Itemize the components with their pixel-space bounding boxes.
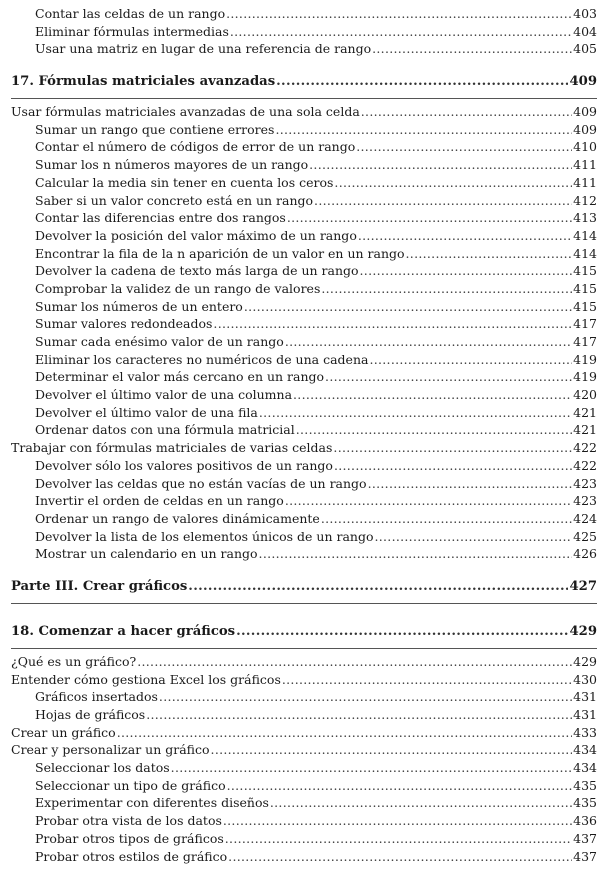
dot-leader: [226, 5, 572, 23]
toc-page-number: 435: [573, 777, 597, 793]
toc-subsection[interactable]: [11, 280, 597, 298]
toc-entry-title: Seleccionar un tipo de gráfico: [35, 777, 226, 793]
toc-entry-title: Gráficos insertados: [35, 689, 158, 705]
toc-entry-title: Ordenar un rango de valores dinámicamente: [35, 510, 320, 526]
dot-leader: [211, 741, 573, 759]
toc-subsection[interactable]: [11, 245, 597, 263]
toc-page-number: 415: [573, 280, 597, 296]
toc-page-number: 425: [573, 528, 597, 544]
toc-page-number: 410: [573, 139, 597, 155]
toc-subsection[interactable]: [11, 40, 597, 58]
toc-section[interactable]: [11, 741, 597, 759]
toc-page-number: 409: [569, 74, 597, 90]
toc-entry-title: Usar fórmulas matriciales avanzadas de una sola celda: [11, 104, 360, 120]
toc-entry-title: Saber si un valor concreto está en un rango: [35, 192, 314, 208]
toc-subsection[interactable]: [11, 5, 597, 23]
toc-page-number: 412: [573, 192, 597, 208]
dot-leader: [270, 794, 572, 812]
toc-entry-title: Comprobar la validez de un rango de valores: [35, 280, 321, 296]
toc-page-number: 423: [573, 475, 597, 491]
dot-leader: [369, 351, 572, 369]
toc-subsection[interactable]: [11, 23, 597, 41]
dot-leader: [285, 492, 572, 510]
dot-leader: [223, 812, 572, 830]
dot-leader: [275, 121, 572, 139]
toc-page-number: 421: [573, 404, 597, 420]
toc-subsection[interactable]: [11, 777, 597, 795]
dot-leader: [171, 759, 572, 777]
toc-page-number: 420: [573, 387, 597, 403]
toc-subsection[interactable]: [11, 351, 597, 369]
toc-subsection[interactable]: [11, 510, 597, 528]
toc-page-number: 431: [573, 707, 597, 722]
toc-entry-title: Sumar valores redondeados: [35, 316, 213, 332]
toc-section[interactable]: [11, 103, 597, 121]
toc-page-number: 434: [573, 760, 597, 776]
toc-entry-title: Ordenar datos con una fórmula matricial: [35, 422, 295, 438]
toc-entry-title: Devolver el último valor de una fila: [35, 404, 258, 420]
toc-subsection[interactable]: [11, 298, 597, 316]
toc-page-number: 417: [573, 316, 597, 332]
toc-chapter[interactable]: [11, 622, 597, 642]
dot-leader: [117, 724, 572, 742]
dot-leader: [314, 192, 572, 210]
toc-subsection[interactable]: [11, 315, 597, 333]
toc-section[interactable]: [11, 439, 597, 457]
toc-subsection[interactable]: [11, 227, 597, 245]
dot-leader: [293, 386, 572, 404]
toc-entry-title: Invertir el orden de celdas en un rango: [35, 493, 284, 509]
dot-leader: [406, 245, 573, 263]
toc-subsection[interactable]: [11, 404, 597, 422]
toc-subsection[interactable]: [11, 174, 597, 192]
chapter-rule: [11, 98, 597, 99]
toc-section[interactable]: [11, 653, 597, 671]
toc-subsection[interactable]: [11, 209, 597, 227]
toc-entry-title: Eliminar los caracteres no numéricos de una cadena: [35, 351, 369, 367]
toc-entry-title: Probar otros estilos de gráfico: [35, 848, 228, 864]
dot-leader: [374, 528, 572, 546]
toc-page-number: 403: [573, 6, 597, 21]
toc-page-number: 426: [573, 546, 597, 562]
toc-page-number: 414: [573, 227, 597, 243]
toc-entry-title: Devolver la lista de los elementos únicos de un rango: [35, 528, 374, 544]
toc-page-number: 409: [573, 121, 597, 137]
toc-page-number: 429: [573, 653, 597, 669]
toc-subsection[interactable]: [11, 368, 597, 386]
dot-leader: [159, 688, 572, 706]
toc-entry-title: Crear y personalizar un gráfico: [11, 742, 210, 758]
toc-page-number: 434: [573, 742, 597, 758]
section-spacer: [11, 563, 597, 577]
toc-subsection[interactable]: [11, 528, 597, 546]
toc-entry-title: 18. Comenzar a hacer gráficos: [11, 623, 236, 639]
toc-subsection[interactable]: [11, 475, 597, 493]
dot-leader: [259, 404, 572, 422]
dot-leader: [230, 23, 572, 41]
dot-leader: [358, 227, 572, 245]
toc-entry-title: Contar las diferencias entre dos rangos: [35, 210, 286, 226]
dot-leader: [287, 209, 572, 227]
toc-page-number: 430: [573, 671, 597, 687]
dot-leader: [213, 315, 572, 333]
chapter-rule: [11, 648, 597, 649]
toc-page-number: 429: [569, 623, 597, 639]
toc-subsection[interactable]: [11, 156, 597, 174]
toc-entry-title: Experimentar con diferentes diseños: [35, 795, 269, 811]
toc-page-number: 424: [573, 510, 597, 526]
toc-chapter[interactable]: [11, 72, 597, 92]
toc-section[interactable]: [11, 724, 597, 742]
dot-leader: [334, 457, 572, 475]
dot-leader: [236, 622, 568, 642]
toc-entry-title: ¿Qué es un gráfico?: [11, 653, 137, 669]
toc-page-number: 404: [573, 23, 597, 39]
toc-entry-title: Calcular la media sin tener en cuenta los ceros: [35, 174, 334, 190]
toc-subsection[interactable]: [11, 457, 597, 475]
toc-page-number: 421: [573, 422, 597, 438]
toc-entry-title: Contar el número de códigos de error de un rango: [35, 139, 356, 155]
toc-page-number: 437: [573, 848, 597, 864]
dot-leader: [259, 545, 573, 563]
toc-entry-title: Devolver el último valor de una columna: [35, 387, 293, 403]
toc-page-number: 411: [573, 157, 597, 173]
dot-leader: [372, 40, 572, 58]
toc-entry-title: Mostrar un calendario en un rango: [35, 546, 258, 562]
toc-page-number: 427: [569, 578, 597, 594]
dot-leader: [285, 333, 572, 351]
toc-page-number: 415: [573, 263, 597, 279]
toc-page-number: 409: [573, 104, 597, 120]
toc-subsection[interactable]: [11, 706, 597, 724]
toc-entry-title: Probar otros tipos de gráficos: [35, 830, 224, 846]
toc-entry-title: Probar otra vista de los datos: [35, 813, 222, 829]
toc-subsection[interactable]: [11, 688, 597, 706]
toc-page-number: 419: [573, 351, 597, 367]
toc-page-number: 405: [573, 41, 597, 57]
toc-subsection[interactable]: [11, 492, 597, 510]
toc-entry-title: Trabajar con fórmulas matriciales de varias celdas: [11, 440, 333, 456]
toc-page-number: 414: [573, 245, 597, 261]
toc-entry-title: Contar las celdas de un rango: [35, 6, 226, 21]
dot-leader: [225, 830, 572, 848]
dot-leader: [321, 280, 572, 298]
toc-entry-title: Eliminar fórmulas intermedias: [35, 23, 229, 39]
toc-page-number: 431: [573, 689, 597, 705]
toc-page-number: 411: [573, 174, 597, 190]
dot-leader: [137, 653, 572, 671]
toc-page-number: 435: [573, 795, 597, 811]
dot-leader: [360, 262, 573, 280]
toc-page-number: 413: [573, 210, 597, 226]
toc-entry-title: Devolver las celdas que no están vacías de un rango: [35, 475, 367, 491]
table-of-contents: [11, 5, 597, 865]
dot-leader: [333, 439, 572, 457]
dot-leader: [282, 671, 572, 689]
dot-leader: [296, 421, 572, 439]
toc-subsection[interactable]: [11, 138, 597, 156]
toc-subsection[interactable]: [11, 830, 597, 848]
toc-page-number: 417: [573, 334, 597, 349]
toc-entry-title: Crear un gráfico: [11, 724, 116, 740]
dot-leader: [276, 72, 568, 92]
dot-leader: [146, 706, 572, 724]
dot-leader: [368, 475, 573, 493]
chapter-rule: [11, 603, 597, 604]
toc-entry-title: Seleccionar los datos: [35, 760, 170, 776]
toc-entry-title: Parte III. Crear gráficos: [11, 578, 188, 594]
toc-chapter[interactable]: [11, 577, 597, 597]
toc-entry-title: Encontrar la fila de la n aparición de un valor en un rango: [35, 245, 405, 261]
toc-entry-title: Sumar un rango que contiene errores: [35, 121, 275, 137]
dot-leader: [334, 174, 572, 192]
toc-subsection[interactable]: [11, 421, 597, 439]
toc-subsection[interactable]: [11, 848, 597, 866]
section-spacer: [11, 608, 597, 622]
toc-page-number: 422: [573, 457, 597, 473]
toc-subsection[interactable]: [11, 545, 597, 563]
dot-leader: [321, 510, 572, 528]
toc-entry-title: Entender cómo gestiona Excel los gráficos: [11, 671, 281, 687]
toc-subsection[interactable]: [11, 759, 597, 777]
toc-page-number: 437: [573, 830, 597, 846]
toc-entry-title: Devolver sólo los valores positivos de un rango: [35, 457, 333, 473]
toc-entry-title: Sumar los números de un entero: [35, 298, 243, 314]
toc-subsection[interactable]: [11, 192, 597, 210]
toc-entry-title: 17. Fórmulas matriciales avanzadas: [11, 74, 276, 90]
toc-subsection[interactable]: [11, 121, 597, 139]
toc-page-number: 419: [573, 369, 597, 385]
dot-leader: [227, 777, 573, 795]
toc-subsection[interactable]: [11, 262, 597, 280]
dot-leader: [309, 156, 572, 174]
dot-leader: [244, 298, 572, 316]
toc-section[interactable]: [11, 671, 597, 689]
toc-subsection[interactable]: [11, 812, 597, 830]
toc-page-number: 436: [573, 813, 597, 829]
toc-subsection[interactable]: [11, 794, 597, 812]
toc-entry-title: Usar una matriz en lugar de una referencia de rango: [35, 41, 372, 57]
toc-page-number: 422: [573, 440, 597, 456]
dot-leader: [228, 848, 572, 866]
dot-leader: [361, 103, 572, 121]
toc-subsection[interactable]: [11, 333, 597, 351]
toc-entry-title: Sumar los n números mayores de un rango: [35, 157, 309, 173]
toc-page-number: 423: [573, 493, 597, 509]
section-spacer: [11, 58, 597, 72]
toc-subsection[interactable]: [11, 386, 597, 404]
dot-leader: [188, 577, 568, 597]
toc-entry-title: Devolver la cadena de texto más larga de un rango: [35, 263, 359, 279]
toc-entry-title: Sumar cada enésimo valor de un rango: [35, 334, 284, 349]
toc-entry-title: Devolver la posición del valor máximo de un rango: [35, 227, 357, 243]
toc-page-number: 433: [573, 724, 597, 740]
toc-page-number: 415: [573, 298, 597, 314]
toc-entry-title: Hojas de gráficos: [35, 707, 146, 722]
toc-entry-title: Determinar el valor más cercano en un rango: [35, 369, 325, 385]
dot-leader: [356, 138, 572, 156]
dot-leader: [325, 368, 572, 386]
